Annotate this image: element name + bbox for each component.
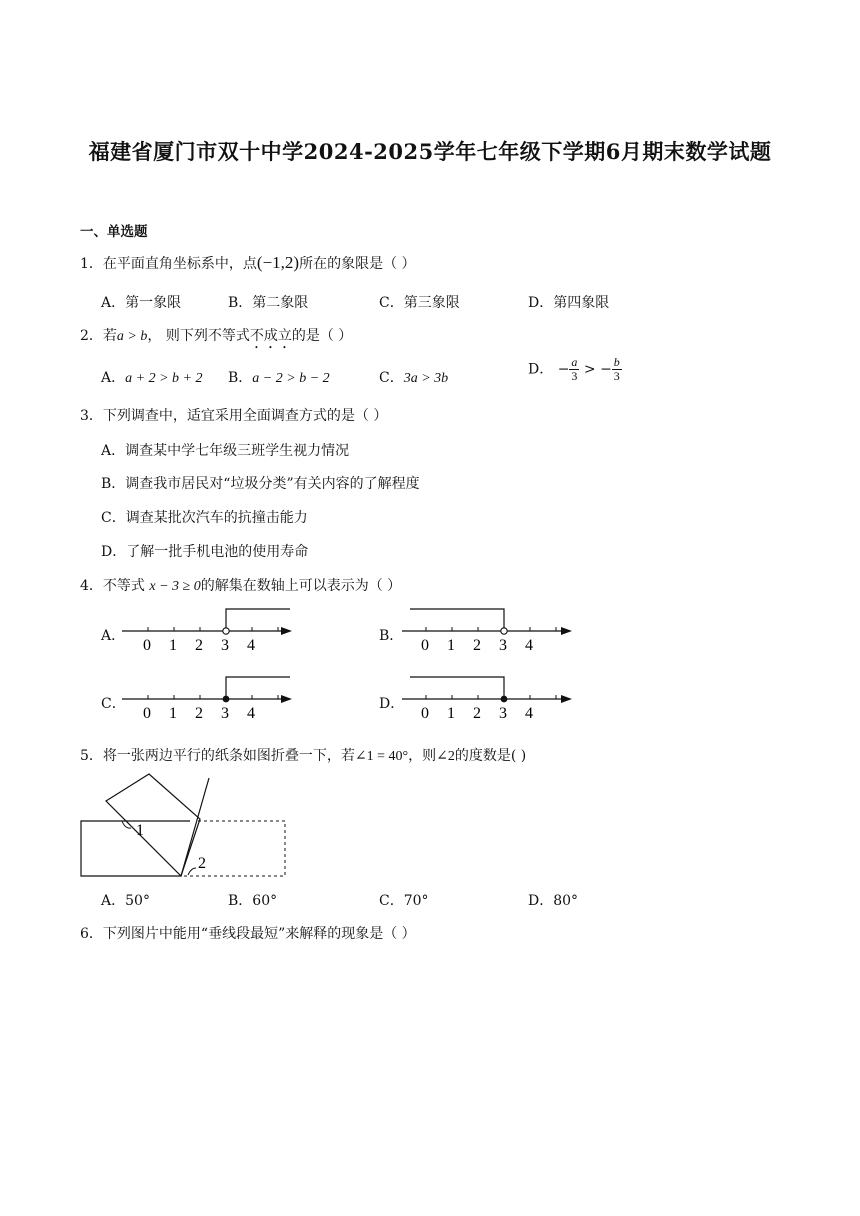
open-point bbox=[223, 628, 229, 634]
given-angle: ∠1 = 40° bbox=[354, 749, 409, 764]
q5-option-d[interactable]: D．80° bbox=[528, 893, 579, 909]
q2-option-c[interactable]: C．3a > 3b bbox=[379, 370, 449, 386]
angle-1-label: 1 bbox=[136, 822, 144, 839]
q5-option-a[interactable]: A．50° bbox=[101, 893, 150, 909]
tick-label: 2 bbox=[473, 637, 481, 654]
q2-option-a[interactable]: A．a + 2 > b + 2 bbox=[101, 370, 203, 386]
q4-number-line-d[interactable] bbox=[398, 672, 578, 724]
tick-label: 2 bbox=[195, 637, 203, 654]
tick-label: 4 bbox=[525, 637, 533, 654]
q4-option-b-label[interactable]: B． bbox=[379, 628, 404, 644]
tick-label: 1 bbox=[447, 705, 455, 722]
q3-option-c[interactable]: C．调查某批次汽车的抗撞击能力 bbox=[101, 510, 308, 526]
open-point bbox=[501, 628, 507, 634]
tick-label: 2 bbox=[195, 705, 203, 722]
asked-angle: ∠2 bbox=[436, 749, 455, 764]
q4-option-d-label[interactable]: D． bbox=[379, 696, 405, 712]
q1-option-b[interactable]: B．第二象限 bbox=[228, 295, 309, 311]
q4-number-line-a[interactable] bbox=[118, 604, 298, 656]
question-4: 4．不等式 x − 3 ≥ 0的解集在数轴上可以表示为（ ） bbox=[80, 578, 402, 594]
q2-option-b[interactable]: B．a − 2 > b − 2 bbox=[228, 370, 330, 386]
inequality-expression: x − 3 ≥ 0 bbox=[149, 579, 201, 594]
question-number: 4． bbox=[80, 578, 103, 594]
tick-label: 4 bbox=[525, 705, 533, 722]
q5-option-c[interactable]: C．70° bbox=[379, 893, 429, 909]
question-text: 下列图片中能用“垂线段最短”来解释的现象是（ ） bbox=[102, 926, 416, 942]
question-number: 5． bbox=[80, 748, 103, 764]
q4-option-a-label[interactable]: A． bbox=[101, 628, 126, 644]
tick-label: 3 bbox=[499, 705, 507, 722]
emphasis-text: 不成立 bbox=[249, 328, 292, 344]
q5-option-b[interactable]: B．60° bbox=[228, 893, 278, 909]
q1-option-a[interactable]: A．第一象限 bbox=[101, 295, 182, 311]
section-heading: 一、单选题 bbox=[80, 224, 148, 240]
question-text: 在平面直角坐标系中，点 bbox=[102, 256, 257, 272]
question-1 bbox=[80, 253, 416, 273]
question-number: 6． bbox=[80, 926, 103, 942]
tick-label: 0 bbox=[421, 637, 429, 654]
q4-number-line-c[interactable] bbox=[118, 672, 298, 724]
q3-option-d[interactable]: D．了解一批手机电池的使用寿命 bbox=[101, 544, 309, 560]
closed-point bbox=[501, 696, 508, 703]
tick-label: 3 bbox=[221, 705, 229, 722]
tick-label: 1 bbox=[447, 637, 455, 654]
tick-label: 0 bbox=[143, 705, 151, 722]
question-2: 2．若a > b， 则下列不等式不成立的是（ ） bbox=[80, 328, 353, 344]
q1-option-d[interactable]: D．第四象限 bbox=[528, 295, 610, 311]
question-text: 下列调查中，适宜采用全面调查方式的是（ ） bbox=[102, 408, 388, 424]
question-number: 3． bbox=[80, 408, 103, 424]
q5-folded-strip-figure bbox=[78, 772, 293, 882]
fraction: $\frac{a}{3}$ bbox=[571, 355, 578, 383]
q2-option-d[interactable]: D． − $\frac{a}{3}$ > − $\frac{b}{3}$ bbox=[528, 355, 620, 383]
question-5: 5．将一张两边平行的纸条如图折叠一下，若∠1 = 40°，则∠2的度数是( ) bbox=[80, 748, 527, 764]
question-number: 1． bbox=[80, 256, 103, 272]
tick-label: 4 bbox=[247, 637, 255, 654]
tick-label: 3 bbox=[221, 637, 229, 654]
tick-label: 0 bbox=[421, 705, 429, 722]
condition-expression: a > b bbox=[116, 329, 148, 344]
q4-number-line-b[interactable] bbox=[398, 604, 578, 656]
tick-label: 2 bbox=[473, 705, 481, 722]
q3-option-a[interactable]: A．调查某中学七年级三班学生视力情况 bbox=[101, 443, 350, 459]
tick-label: 1 bbox=[169, 637, 177, 654]
closed-point bbox=[223, 696, 230, 703]
q1-option-c[interactable]: C．第三象限 bbox=[379, 295, 460, 311]
tick-label: 0 bbox=[143, 637, 151, 654]
tick-label: 1 bbox=[169, 705, 177, 722]
question-text-tail: 所在的象限是（ ） bbox=[299, 256, 416, 272]
question-3 bbox=[80, 405, 387, 425]
q4-option-c-label[interactable]: C． bbox=[101, 696, 126, 712]
angle-2-label: 2 bbox=[198, 855, 206, 872]
q3-option-b[interactable]: B．调查我市居民对“垃圾分类”有关内容的了解程度 bbox=[101, 476, 420, 492]
page-title: 福建省厦门市双十中学2024-2025学年七年级下学期6月期末数学试题 bbox=[88, 139, 772, 164]
question-6 bbox=[80, 923, 416, 943]
point-expression: (−1,2) bbox=[256, 253, 300, 272]
tick-label: 4 bbox=[247, 705, 255, 722]
tick-label: 3 bbox=[499, 637, 507, 654]
fraction: $\frac{b}{3}$ bbox=[613, 355, 620, 383]
question-number: 2． bbox=[80, 328, 103, 344]
